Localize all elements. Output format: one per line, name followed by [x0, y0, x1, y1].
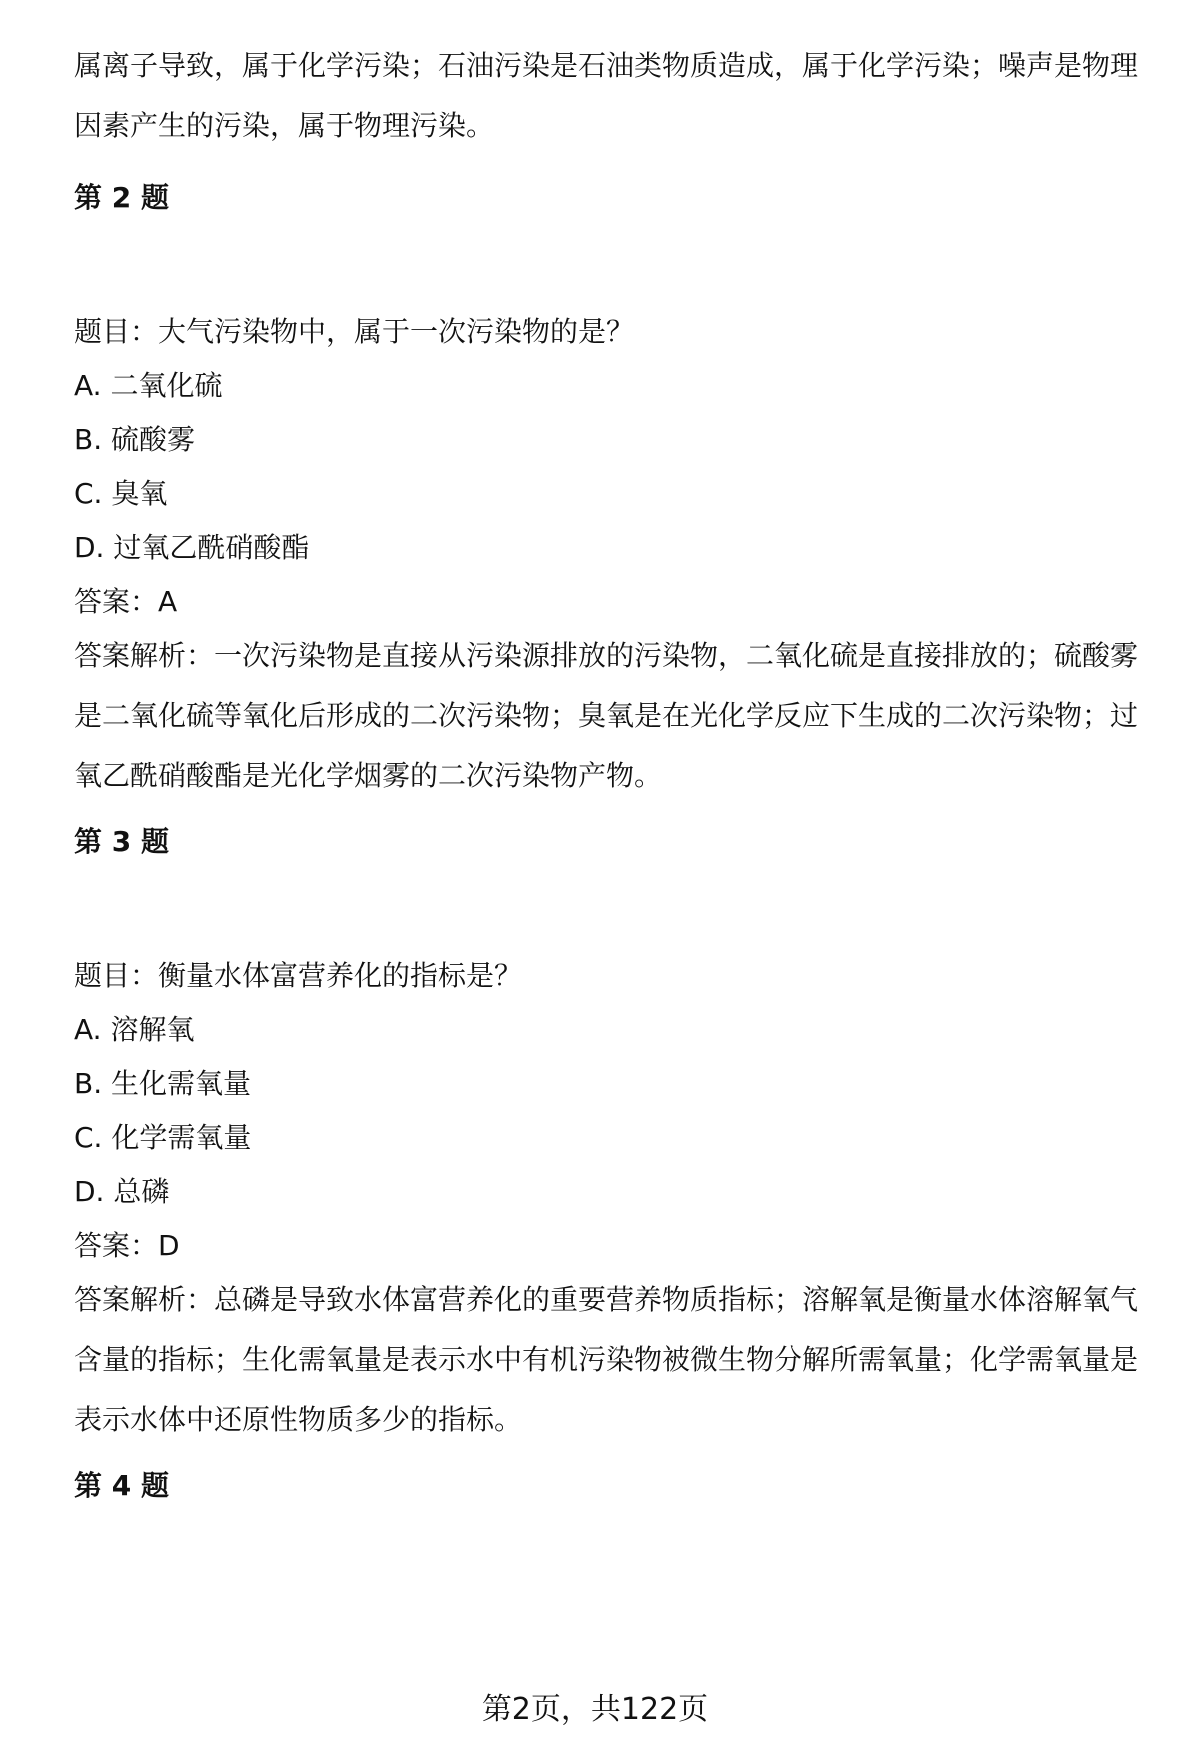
question-2-heading: 第 2 题 [74, 181, 169, 214]
question-2-option-a: A. 二氧化硫 [74, 369, 223, 402]
question-2-analysis: 答案解析：一次污染物是直接从污染源排放的污染物，二氧化硫是直接排放的；硫酸雾是二氧化硫等氧化后形成的二次污染物；臭氧是在光化学反应下生成的二次污染物；过氧乙酰硝酸酯是光化学烟雾的二次污染物产物。 [74, 639, 1139, 792]
question-2-text: 题目：大气污染物中，属于一次污染物的是？ [74, 315, 635, 348]
question-3-option-b: B. 生化需氧量 [74, 1067, 252, 1100]
intro-paragraph: 属离子导致，属于化学污染；石油污染是石油类物质造成，属于化学污染；噪声是物理因素产生的污染，属于物理污染。 [74, 49, 1139, 142]
question-2-option-c: C. 臭氧 [74, 477, 168, 510]
question-3-option-c: C. 化学需氧量 [74, 1121, 252, 1154]
question-2-option-d: D. 过氧乙酰硝酸酯 [74, 531, 310, 564]
question-2-answer: 答案：A [74, 585, 178, 618]
question-3-heading: 第 3 题 [74, 825, 169, 858]
question-3-text: 题目：衡量水体富营养化的指标是？ [74, 959, 523, 992]
question-2-option-b: B. 硫酸雾 [74, 423, 196, 456]
question-3-analysis: 答案解析：总磷是导致水体富营养化的重要营养物质指标；溶解氧是衡量水体溶解氧气含量的指标；生化需氧量是表示水中有机污染物被微生物分解所需氧量；化学需氧量是表示水体中还原性物质多少的指标。 [74, 1283, 1139, 1436]
question-3-answer: 答案：D [74, 1229, 180, 1262]
question-3-option-d: D. 总磷 [74, 1175, 170, 1208]
question-3-option-a: A. 溶解氧 [74, 1013, 195, 1046]
question-4-heading: 第 4 题 [74, 1469, 169, 1502]
page-number-footer: 第2页，共122页 [481, 1692, 709, 1727]
